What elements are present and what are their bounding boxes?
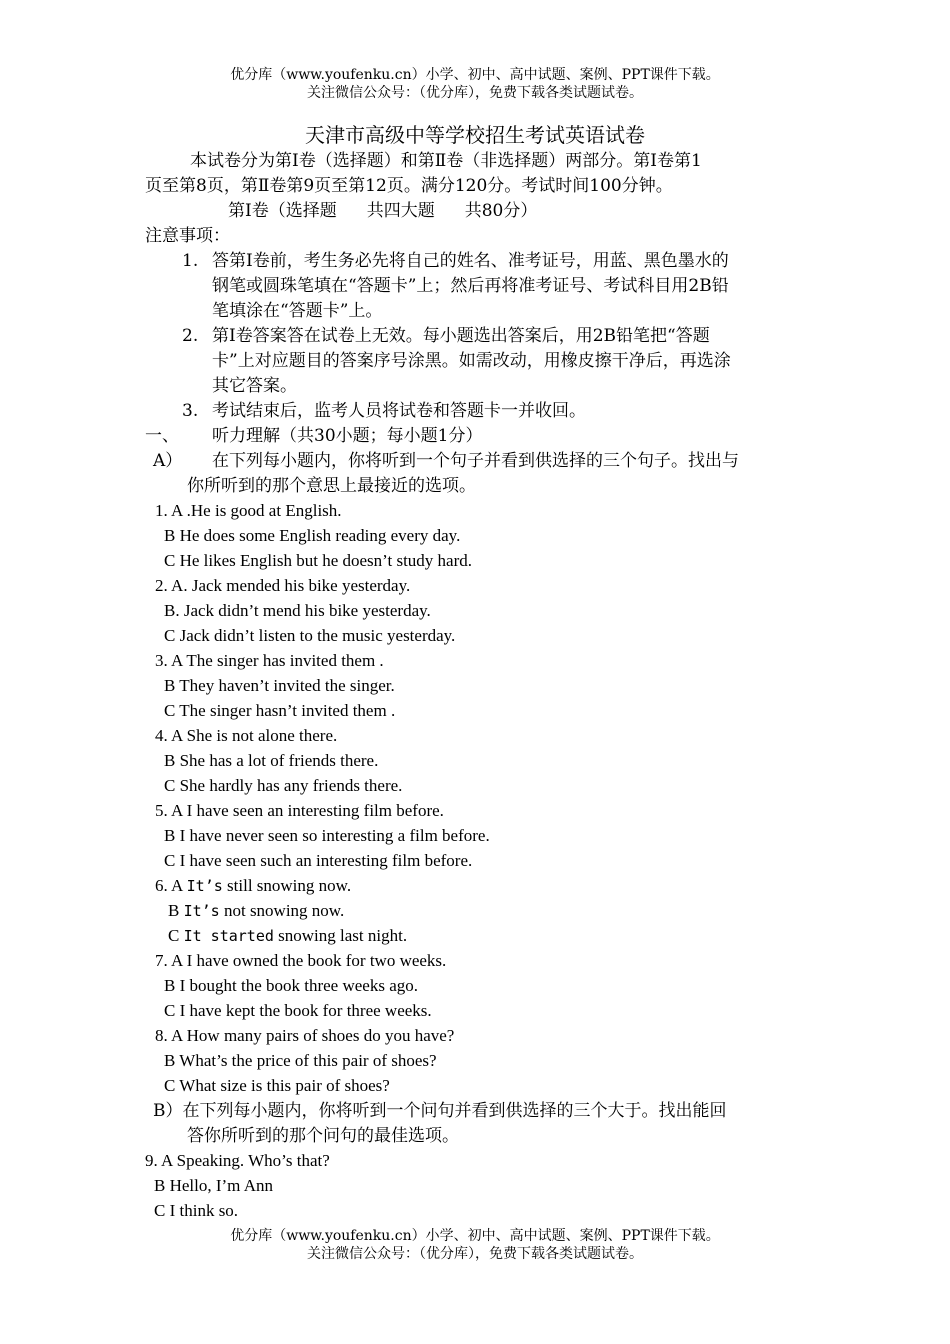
intro-line-1: 本试卷分为第Ⅰ卷（选择题）和第Ⅱ卷（非选择题）两部分。第Ⅰ卷第1 [190, 151, 702, 171]
q4-option-c: C She hardly has any friends there. [164, 776, 403, 795]
part-b-instruction-1: B）在下列每小题内，你将听到一个问句并看到供选择的三个大于。找出能回 [153, 1101, 727, 1121]
q7-option-b: B I bought the book three weeks ago. [164, 976, 418, 995]
q5-option-c: C I have seen such an interesting film before. [164, 851, 473, 870]
q4-option-a: 4. A She is not alone there. [155, 726, 338, 745]
intro-line-2: 页至第8页，第Ⅱ卷第9页至第12页。满分120分。考试时间100分钟。 [145, 176, 673, 196]
q1-option-c: C He likes English but he doesn’t study hard. [164, 551, 473, 570]
part-b-instruction-2: 答你所听到的那个问句的最佳选项。 [187, 1126, 459, 1146]
q6-b-text: not snowing now. [219, 901, 345, 920]
header-line-2: 关注微信公众号：（优分库），免费下载各类试题试卷。 [307, 85, 643, 101]
q5-option-a: 5. A I have seen an interesting film before. [155, 801, 444, 820]
note-2-line-3: 其它答案。 [212, 376, 297, 396]
q2-option-a: 2. A. Jack mended his bike yesterday. [155, 576, 411, 595]
part1-heading [228, 199, 537, 223]
q6-b-prefix: B [168, 901, 184, 920]
footer-line-1: 优分库（www.youfenku.cn）小学、初中、高中试题、案例、PPT课件下载。 [230, 1228, 720, 1244]
notes-heading: 注意事项： [145, 226, 230, 246]
exam-title: 天津市高级中等学校招生考试英语试卷 [305, 123, 645, 147]
page-header [0, 66, 950, 102]
q7-option-a: 7. A I have owned the book for two weeks. [155, 951, 447, 970]
q3-option-c: C The singer hasn’t invited them . [164, 701, 396, 720]
footer-line-2: 关注微信公众号：（优分库），免费下载各类试题试卷。 [307, 1246, 643, 1262]
q5-option-b: B I have never seen so interesting a film before. [164, 826, 490, 845]
q8-option-c: C What size is this pair of shoes? [164, 1076, 390, 1095]
note-1-line-3: 笔填涂在“答题卡”上。 [212, 301, 383, 321]
note-1-number: 1. [182, 251, 199, 271]
note-2-number: 2. [182, 326, 199, 346]
note-2-line-2: 卡”上对应题目的答案序号涂黑。如需改动，用橡皮擦干净后，再选涂 [212, 351, 731, 371]
note-3-number: 3. [182, 401, 199, 421]
q9-option-b: B Hello, I’m Ann [154, 1176, 273, 1195]
q7-option-c: C I have kept the book for three weeks. [164, 1001, 432, 1020]
q6-c-text: snowing last night. [273, 926, 408, 945]
part1-score: 共80分） [464, 201, 538, 221]
q9-option-a: 9. A Speaking. Who’s that? [145, 1151, 330, 1170]
note-3-line-1: 考试结束后，监考人员将试卷和答题卡一并收回。 [212, 401, 586, 421]
part1-count: 共四大题 [366, 201, 435, 221]
q6-option-a [155, 874, 351, 898]
section-1-title: 听力理解（共30小题；每小题1分） [212, 426, 483, 446]
q3-option-a: 3. A The singer has invited them . [155, 651, 384, 670]
page-footer [0, 1227, 950, 1263]
header-line-1: 优分库（www.youfenku.cn）小学、初中、高中试题、案例、PPT课件下载。 [230, 67, 720, 83]
note-2-line-1: 第Ⅰ卷答案答在试卷上无效。每小题选出答案后，用2B铅笔把“答题 [212, 326, 710, 346]
q6-a-text: still snowing now. [222, 876, 352, 895]
q1-option-b: B He does some English reading every day. [164, 526, 461, 545]
q4-option-b: B She has a lot of friends there. [164, 751, 379, 770]
q9-option-c: C I think so. [154, 1201, 239, 1220]
q6-b-mono: It’s [183, 902, 220, 920]
q6-c-mono: It started [183, 927, 274, 945]
note-1-line-2: 钢笔或圆珠笔填在“答题卡”上；然后再将准考证号、考试科目用2B铅 [212, 276, 729, 296]
q2-option-c: C Jack didn’t listen to the music yesterday. [164, 626, 456, 645]
q3-option-b: B They haven’t invited the singer. [164, 676, 395, 695]
q6-a-prefix: 6. A [155, 876, 187, 895]
part-a-label: A） [153, 451, 183, 471]
q6-a-mono: It’s [186, 877, 223, 895]
q6-c-prefix: C [168, 926, 184, 945]
q6-option-c [168, 924, 407, 948]
part-a-instruction-2: 你所听到的那个意思上最接近的选项。 [187, 476, 476, 496]
part-a-instruction-1: 在下列每小题内，你将听到一个句子并看到供选择的三个句子。找出与 [212, 451, 739, 471]
part1-label: 第Ⅰ卷（选择题 [228, 201, 337, 221]
note-1-line-1: 答第Ⅰ卷前，考生务必先将自己的姓名、准考证号，用蓝、黑色墨水的 [212, 251, 729, 271]
section-1-number: 一、 [145, 426, 179, 446]
q1-option-a: 1. A .He is good at English. [155, 501, 342, 520]
q6-option-b [168, 899, 344, 923]
q8-option-a: 8. A How many pairs of shoes do you have? [155, 1026, 455, 1045]
q8-option-b: B What’s the price of this pair of shoes? [164, 1051, 437, 1070]
q2-option-b: B. Jack didn’t mend his bike yesterday. [164, 601, 431, 620]
